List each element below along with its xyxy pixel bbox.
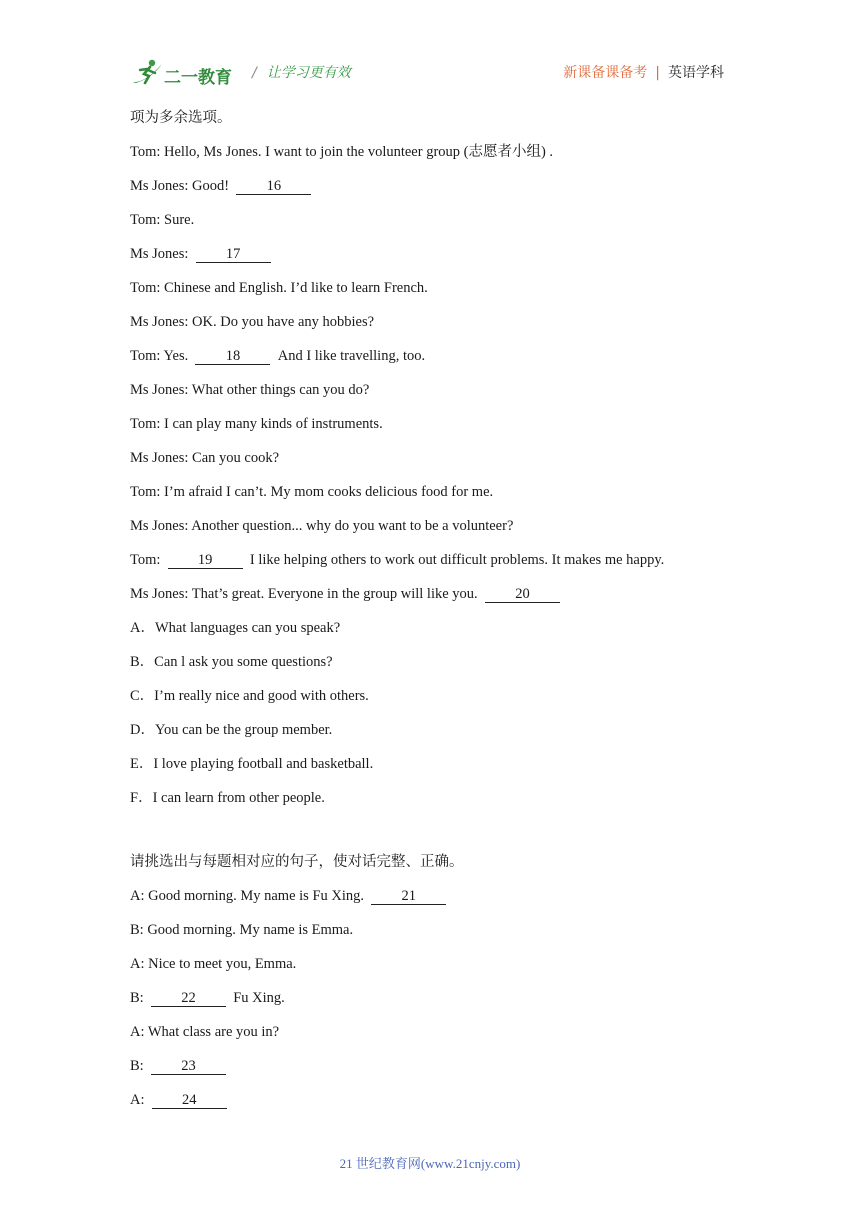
line-text: Tom: Sure. xyxy=(130,212,195,228)
line-text: B: xyxy=(130,990,144,1006)
page-header xyxy=(130,56,724,90)
line-text: Ms Jones: Good! xyxy=(130,178,230,194)
answer-blank: 23 xyxy=(151,1058,226,1075)
text-line xyxy=(130,380,369,400)
line-text: E．I love playing football and basketball. xyxy=(130,756,374,772)
line-text: B: xyxy=(130,1058,144,1074)
line-text-after-blank: And I like travelling, too. xyxy=(277,348,426,364)
line-text: C．I’m really nice and good with others. xyxy=(130,688,369,704)
text-line xyxy=(130,954,296,974)
slogan-text: 让学习更有效 xyxy=(266,65,351,81)
line-text: A: Nice to meet you, Emma. xyxy=(130,956,297,972)
text-line xyxy=(130,1022,279,1042)
answer-blank: 24 xyxy=(152,1092,227,1109)
line-text: Tom: Yes. xyxy=(130,348,189,364)
text-line xyxy=(130,720,332,740)
line-text: Tom: Hello, Ms Jones. I want to join the volunteer group (志愿者小组) . xyxy=(130,144,554,160)
header-divider: | xyxy=(655,65,660,81)
text-line xyxy=(130,988,285,1008)
text-line xyxy=(130,210,194,230)
answer-blank: 20 xyxy=(485,586,560,603)
line-text: B．Can l ask you some questions? xyxy=(130,654,333,670)
text-line xyxy=(130,1056,226,1076)
text-line xyxy=(130,482,493,502)
answer-blank: 17 xyxy=(196,246,271,263)
text-line xyxy=(130,346,425,366)
text-line xyxy=(130,788,325,808)
line-text: 请挑选出与每题相对应的句子，使对话完整、正确。 xyxy=(130,854,464,870)
line-text: A: What class are you in? xyxy=(130,1024,280,1040)
text-line xyxy=(130,414,383,434)
slogan-separator: / xyxy=(252,65,257,81)
text-line xyxy=(130,516,513,536)
answer-blank: 22 xyxy=(151,990,226,1007)
header-subject xyxy=(563,62,724,82)
line-text: Tom: I can play many kinds of instruments. xyxy=(130,416,383,432)
line-text: Tom: I’m afraid I can’t. My mom cooks delicious food for me. xyxy=(130,484,494,500)
line-text: A: xyxy=(130,1092,145,1108)
logo xyxy=(130,58,240,88)
text-line xyxy=(130,686,369,706)
answer-blank: 19 xyxy=(168,552,243,569)
header-subject-label: 英语学科 xyxy=(668,65,724,81)
text-line xyxy=(130,108,232,128)
line-text: A: Good morning. My name is Fu Xing. xyxy=(130,888,365,904)
text-line xyxy=(130,448,279,468)
text-line xyxy=(130,1090,227,1110)
line-text: Ms Jones: That’s great. Everyone in the group will like you. xyxy=(130,586,478,602)
text-line xyxy=(130,920,353,940)
line-text: Tom: xyxy=(130,552,161,568)
logo-text: 二一教育 xyxy=(164,68,232,88)
line-text: Ms Jones: Another question... why do you want to be a volunteer? xyxy=(130,518,514,534)
text-line xyxy=(130,142,553,162)
text-line xyxy=(130,244,271,264)
line-text: B: Good morning. My name is Emma. xyxy=(130,922,354,938)
line-text: Ms Jones: What other things can you do? xyxy=(130,382,370,398)
text-line xyxy=(130,550,664,570)
text-line xyxy=(130,312,374,332)
line-text: Ms Jones: Can you cook? xyxy=(130,450,280,466)
header-tagline: 新课备课备考 xyxy=(563,65,648,81)
text-line xyxy=(130,584,560,604)
answer-blank: 18 xyxy=(195,348,270,365)
line-text: A．What languages can you speak? xyxy=(130,620,341,636)
line-text-after-blank: Fu Xing. xyxy=(233,990,285,1006)
runner-logo-icon xyxy=(130,58,164,88)
line-text: D．You can be the group member. xyxy=(130,722,333,738)
line-text: Tom: Chinese and English. I’d like to learn French. xyxy=(130,280,428,296)
text-line xyxy=(130,652,333,672)
text-line xyxy=(130,852,464,872)
line-text: 项为多余选项。 xyxy=(130,110,232,126)
text-line xyxy=(130,618,340,638)
text-line xyxy=(130,886,446,906)
line-text-after-blank: I like helping others to work out difficult problems. It makes me happy. xyxy=(249,552,665,568)
line-text: Ms Jones: OK. Do you have any hobbies? xyxy=(130,314,375,330)
slogan xyxy=(252,62,351,82)
text-line xyxy=(130,278,428,298)
page-footer: 21 世纪教育网(www.21cnjy.com) xyxy=(339,1156,521,1171)
line-text: Ms Jones: xyxy=(130,246,189,262)
answer-blank: 16 xyxy=(236,178,311,195)
text-line xyxy=(130,176,311,196)
answer-blank: 21 xyxy=(371,888,446,905)
line-text: F．I can learn from other people. xyxy=(130,790,325,806)
text-line xyxy=(130,754,373,774)
